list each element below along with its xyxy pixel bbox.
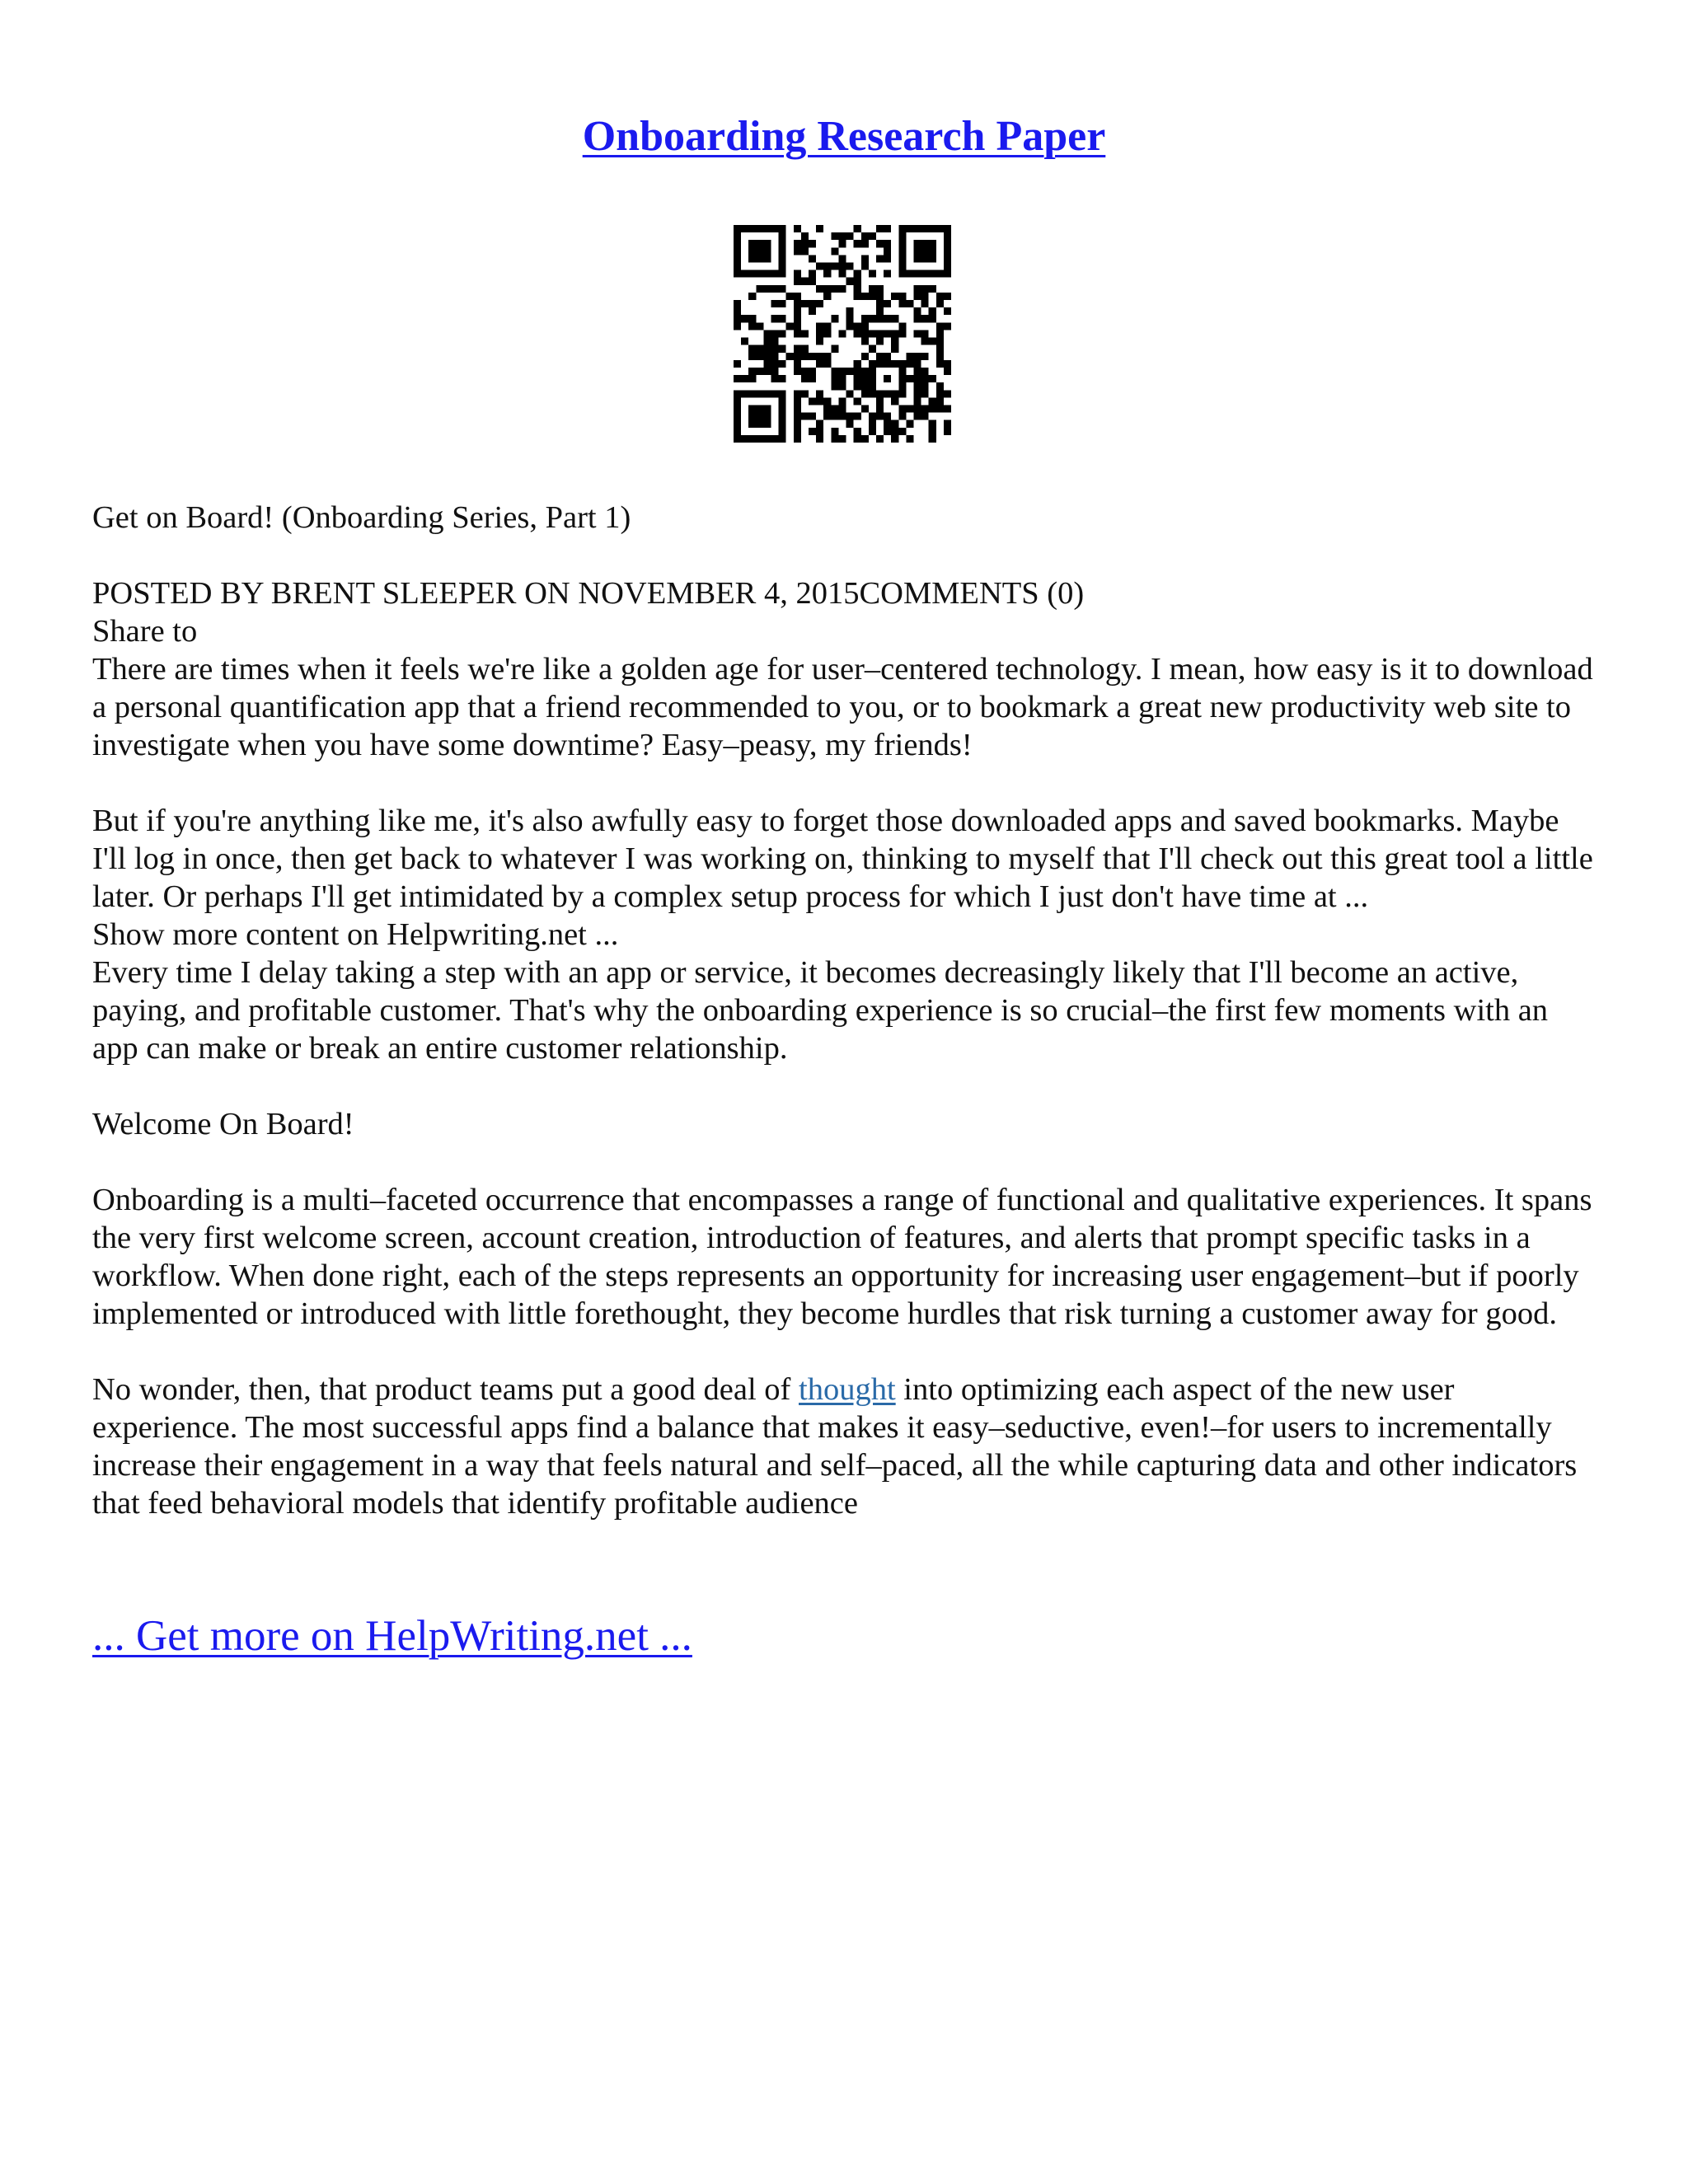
page-title [0, 107, 1688, 166]
paragraph-text: into optimizing each aspect of the new user experience. The most successful apps find a balance that makes it easy–seductive, even!–for users to incrementally increase their engagement in a way that feels natural and self–paced, all the while capturing data and other indicators that feed behavioral models that identify profitable audience [92, 1372, 1578, 1521]
share-label: Share to [92, 614, 198, 649]
get-more-section [92, 1607, 692, 1665]
title-link[interactable]: Onboarding Research Paper [582, 113, 1106, 160]
article-paragraph: There are times when it feels we're like a golden age for user–centered technology. I mean, how easy is it to download a personal quantification app that a friend recommended to you, or to bookmark a great new productivity web site to investigate when you have some downtime? Easy–peasy, my friends! [92, 652, 1593, 762]
thought-link[interactable]: thought [799, 1372, 896, 1407]
show-more-text: Show more content on Helpwriting.net ... [92, 917, 619, 952]
section-subheading: Welcome On Board! [92, 1107, 354, 1141]
article-paragraph: Onboarding is a multi–faceted occurrence that encompasses a range of functional and qualitative experiences. It spans the very first welcome screen, account creation, introduction of features, and alerts that prompt specific tasks in a workflow. When done right, each of the steps represents an opportunity for increasing user engagement–but if poorly implemented or introduced with little forethought, they become hurdles that risk turning a customer away for good. [92, 1183, 1592, 1331]
article-paragraph: But if you're anything like me, it's also awfully easy to forget those downloaded apps and saved bookmarks. Maybe I'll log in once, then get back to whatever I was working on, thinking to myself that I'll check out this great tool a little later. Or perhaps I'll get intimidated by a complex setup process for which I just don't have time at ... [92, 804, 1593, 914]
get-more-link[interactable]: ... Get more on HelpWriting.net ... [92, 1612, 692, 1660]
article-byline: POSTED BY BRENT SLEEPER ON NOVEMBER 4, 2015COMMENTS (0) [92, 576, 1085, 611]
article-body [92, 499, 1601, 1522]
article-paragraph [92, 1371, 1601, 1522]
paragraph-text: No wonder, then, that product teams put a good deal of [92, 1372, 799, 1407]
article-heading: Get on Board! (Onboarding Series, Part 1) [92, 500, 631, 535]
qr-code-icon [734, 225, 951, 443]
article-paragraph: Every time I delay taking a step with an app or service, it becomes decreasingly likely that I'll become an active, paying, and profitable customer. That's why the onboarding experience is so crucial–the first few moments with an app can make or break an entire customer relationship. [92, 955, 1549, 1066]
